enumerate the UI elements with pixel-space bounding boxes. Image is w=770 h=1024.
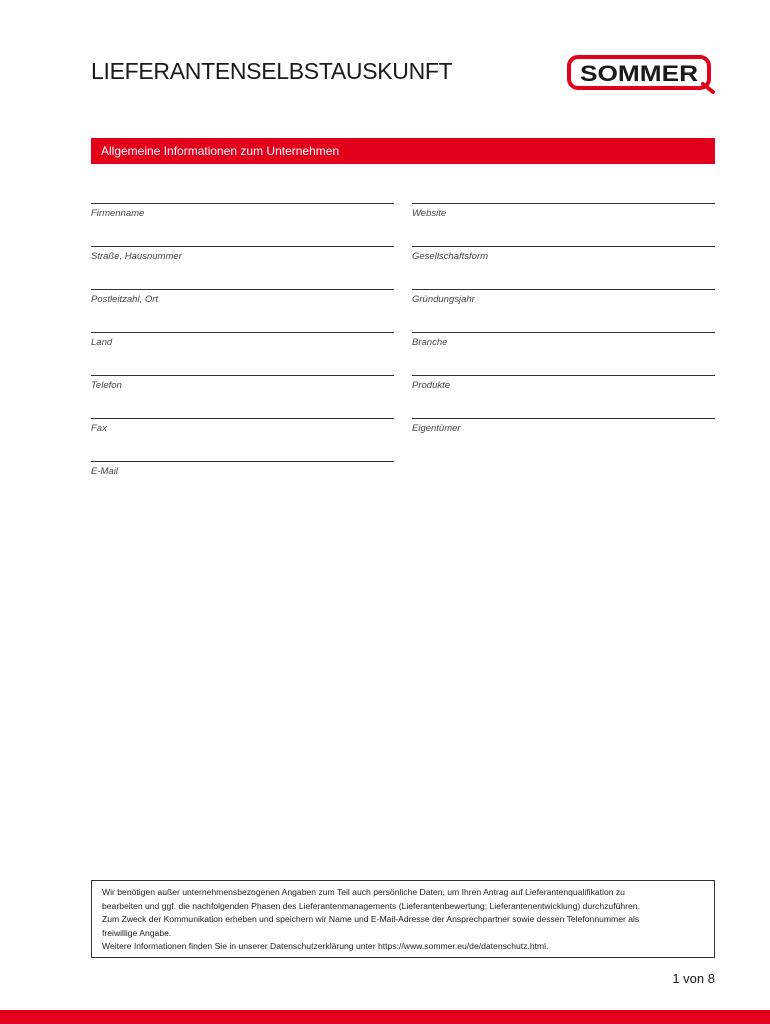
field-eigentuemer[interactable] — [412, 418, 715, 434]
privacy-notice — [91, 880, 715, 958]
notice-line: Wir benötigen außer unternehmensbezogenen Angaben zum Teil auch persönliche Daten, um Ihren Antrag auf Lieferantenqualifikation zu — [102, 887, 625, 897]
notice-line: Weitere Informationen finden Sie in unserer Datenschutzerklärung unter https://www.sommer.eu/de/datenschutz.html. — [102, 941, 549, 951]
footer-stripe — [0, 1010, 770, 1024]
field-gruendungsjahr[interactable] — [412, 289, 715, 305]
field-land[interactable] — [91, 332, 394, 348]
field-label: Gesellschaftsform — [412, 251, 489, 262]
field-label: Telefon — [91, 380, 122, 391]
section-header: Allgemeine Informationen zum Unternehmen — [91, 138, 715, 164]
field-label: Postleitzahl, Ort — [91, 294, 159, 305]
field-label: Eigentümer — [412, 423, 461, 434]
notice-line: Zum Zweck der Kommunikation erheben und speichern wir Name und E-Mail-Adresse der Ansprechpartner sowie dessen Telefonnummer als — [102, 914, 640, 924]
field-firmenname[interactable] — [91, 203, 394, 219]
notice-line: bearbeiten und ggf. die nachfolgenden Phasen des Lieferantenmanagements (Lieferantenbewertung; Lieferantenentwicklung) durchzuführen. — [102, 900, 640, 911]
field-label: Straße, Hausnummer — [91, 251, 182, 262]
field-label: Produkte — [412, 380, 451, 391]
field-label: Fax — [91, 423, 107, 434]
field-label: E-Mail — [91, 466, 118, 477]
field-label: Firmenname — [91, 208, 145, 219]
sommer-logo — [566, 54, 716, 94]
field-branche[interactable] — [412, 332, 715, 348]
field-strasse[interactable] — [91, 246, 394, 262]
field-fax[interactable] — [91, 418, 394, 434]
field-plz-ort[interactable] — [91, 289, 394, 305]
field-gesellschaftsform[interactable] — [412, 246, 715, 262]
field-label: Branche — [412, 337, 448, 348]
field-telefon[interactable] — [91, 375, 394, 391]
document-title: LIEFERANTENSELBSTAUSKUNFT — [91, 58, 453, 84]
field-label: Gründungsjahr — [412, 294, 475, 305]
field-produkte[interactable] — [412, 375, 715, 391]
field-email[interactable] — [91, 461, 394, 477]
field-label: Land — [91, 337, 113, 348]
logo-text: SOMMER — [580, 61, 699, 86]
field-website[interactable] — [412, 203, 715, 219]
page-number: 1 von 8 — [672, 971, 715, 986]
notice-line: freiwillige Angabe. — [102, 927, 172, 938]
field-label: Website — [412, 208, 447, 219]
